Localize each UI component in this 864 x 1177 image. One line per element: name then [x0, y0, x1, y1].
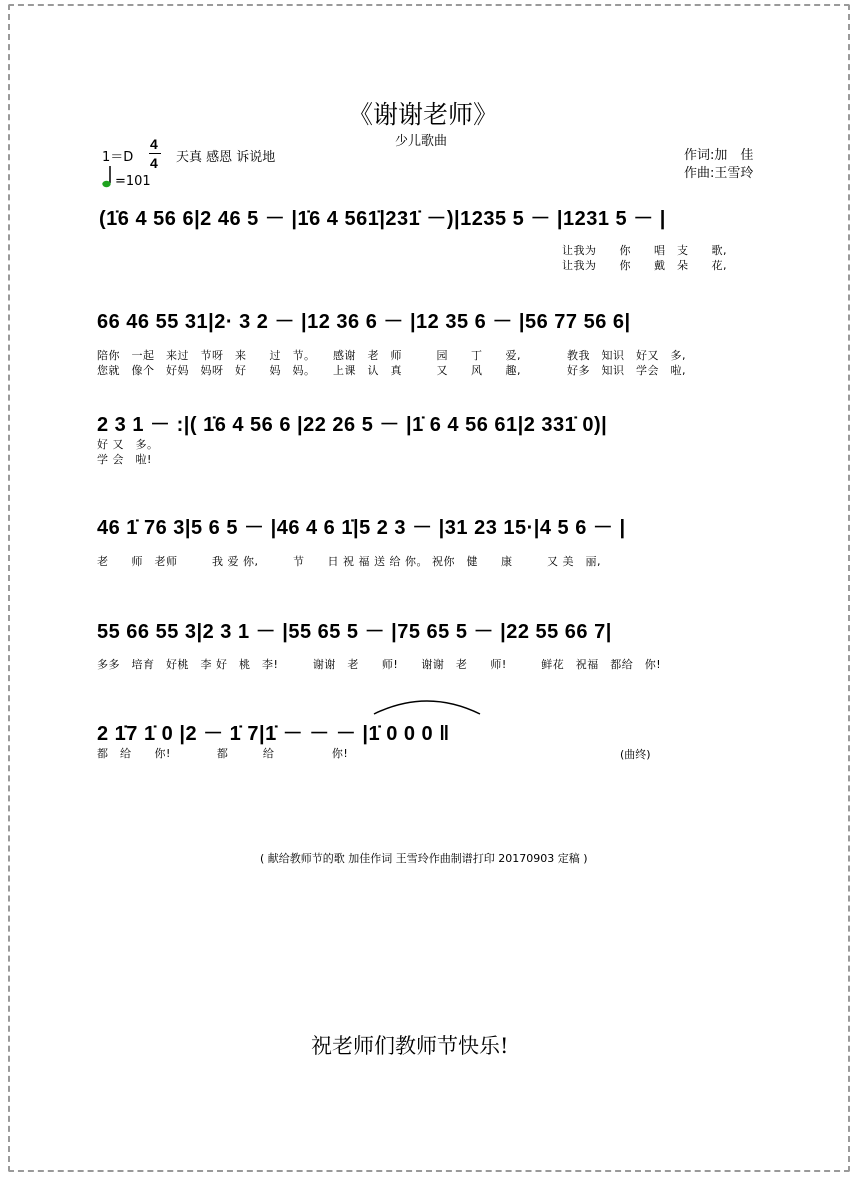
- slur-mark: [372, 694, 482, 716]
- time-sig-denominator: 4: [150, 155, 158, 171]
- key-signature: 1＝D: [102, 150, 134, 165]
- lyric-row-4: 老 师 老师 我 爱 你, 节 日 祝 福 送 给 你。 祝你 健 康 又 美 丽,: [97, 555, 601, 568]
- expression-mark: 天真 感恩 诉说地: [176, 150, 276, 165]
- notation-row-6: 2 1̇7 1̇ 0 |2 － 1̇ 7|1̇ － － － |1̇ 0 0 0 ‖: [97, 723, 450, 745]
- quarter-note-icon: [100, 164, 114, 190]
- notation-row-2: 66 46 55 31|2· 3 2 － |12 36 6 － |12 35 6 － |56 77 56 6|: [97, 311, 631, 333]
- lyric-row-2-verse-1: 陪你 一起 来过 节呀 来 过 节。 感谢 老 师 园 丁 爱, 教我 知识 好又 多,: [97, 349, 686, 362]
- composer-credit: 作曲:王雪玲: [684, 166, 754, 181]
- lyric-row-2-verse-2: 您就 像个 好妈 妈呀 好 妈 妈。 上课 认 真 又 风 趣, 好多 知识 学会 啦,: [97, 364, 686, 377]
- lyric-row-3-verse-1: 好 又 多。: [97, 438, 159, 451]
- lyric-row-6: 都 给 你! 都 给 你!: [97, 747, 349, 760]
- time-sig-numerator: 4: [150, 136, 158, 152]
- lyric-row-1-verse-2: 让我为 你 戴 朵 花,: [562, 259, 727, 272]
- lyric-row-3-verse-2: 学 会 啦!: [97, 453, 152, 466]
- lyricist-credit: 作词:加 佳: [684, 148, 754, 163]
- lyric-row-1-verse-1: 让我为 你 唱 支 歌,: [562, 244, 727, 257]
- notation-row-3: 2 3 1 － :|( 1̇6 4 56 6 |22 26 5 － |1̇ 6 4 56 61|2 331̇ 0)|: [97, 414, 608, 436]
- notation-row-1: (1̇6 4 56 6|2 46 5 － |1̇6 4 561̇|231̇ －)|1235 5 － |1231 5 － |: [99, 208, 666, 230]
- notation-row-5: 55 66 55 3|2 3 1 － |55 65 5 － |75 65 5 － |22 55 66 7|: [97, 621, 612, 643]
- footnote: ( 献给教师节的歌 加佳作词 王雪玲作曲制谱打印 20170903 定稿 ): [260, 852, 588, 865]
- notation-row-4: 46 1̇ 76 3|5 6 5 － |46 4 6 1̇|5 2 3 － |31 23 15·|4 5 6 － |: [97, 517, 626, 539]
- time-sig-line: [149, 153, 161, 154]
- tempo-marking: =101: [115, 174, 151, 189]
- song-title: 《谢谢老师》: [348, 100, 499, 129]
- lyric-row-5: 多多 培育 好桃 李 好 桃 李! 谢谢 老 师! 谢谢 老 师! 鲜花 祝福 都给 你!: [97, 658, 662, 671]
- song-subtitle: 少儿歌曲: [395, 134, 448, 149]
- ending-mark: (曲终): [620, 748, 651, 761]
- closing-wish: 祝老师们教师节快乐!: [311, 1034, 509, 1058]
